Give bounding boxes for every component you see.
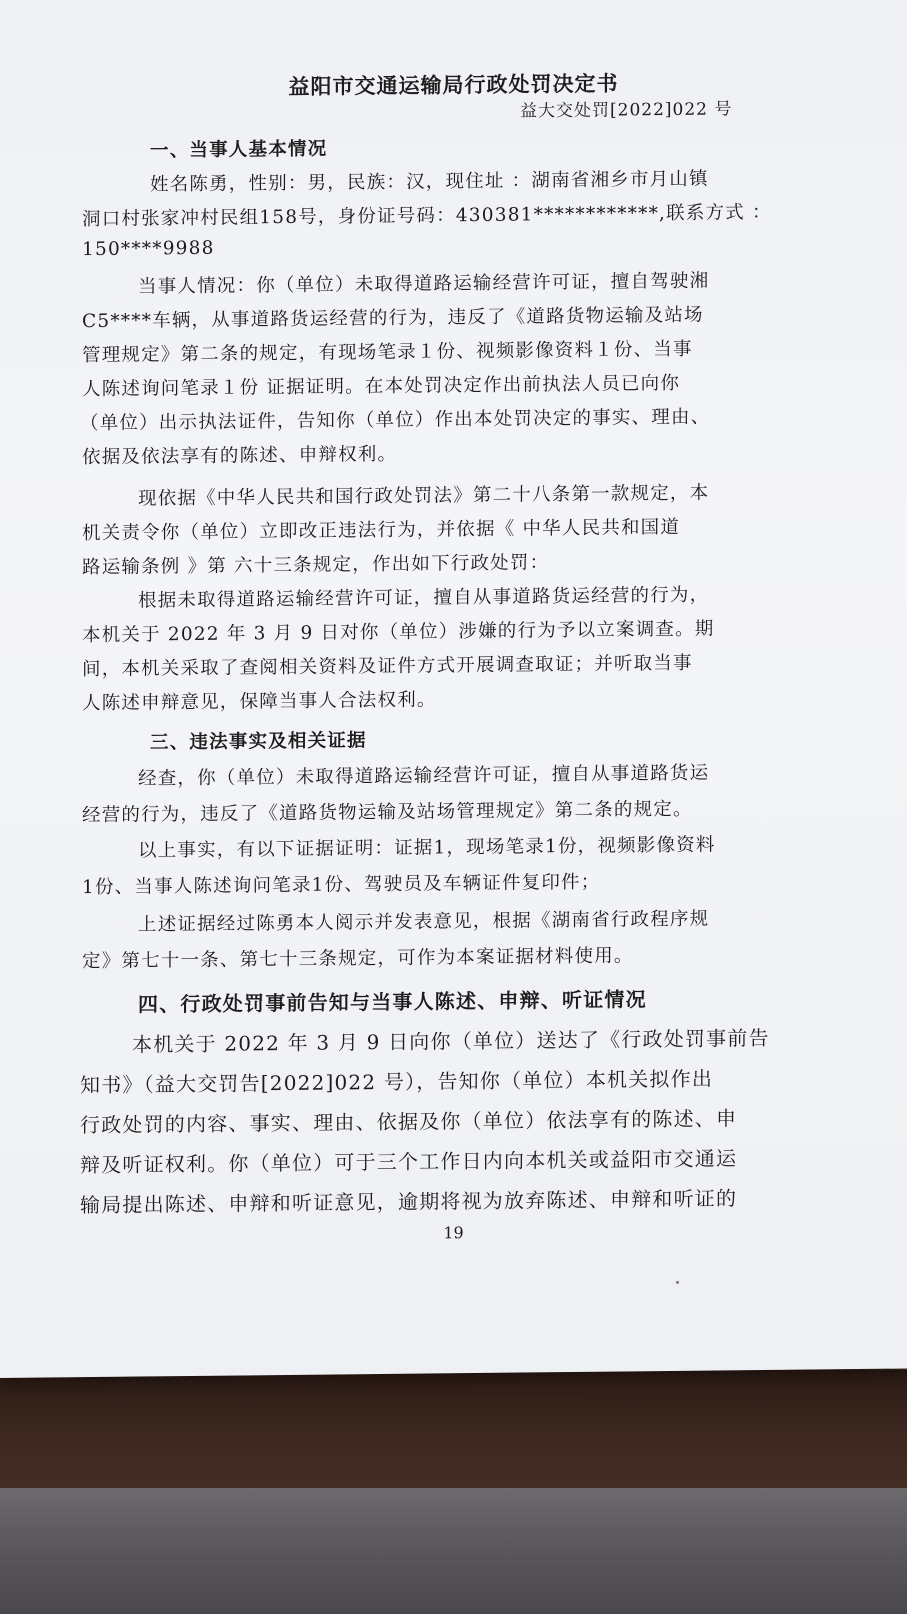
body-line: 现依据《中华人民共和国行政处罚法》第二十八条第一款规定，本: [138, 482, 710, 510]
desk-edge: [0, 1488, 907, 1614]
section-heading-1: 一、当事人基本情况: [150, 138, 328, 162]
body-line: 150****9988: [82, 237, 215, 261]
body-line: 根据未取得道路运输经营许可证，擅自从事道路货运经营的行为，: [138, 584, 710, 612]
body-line: 以上事实，有以下证据证明：证据1，现场笔录1份，视频影像资料: [138, 834, 716, 862]
document-title: 益阳市交通运输局行政处罚决定书: [288, 70, 619, 99]
section-heading-3: 三、违法事实及相关证据: [150, 730, 367, 754]
body-line: 机关责令你（单位）立即改正违法行为，并依据《 中华人民共和国道: [82, 516, 681, 545]
body-line: C5****车辆，从事道路货运经营的行为，违反了《道路货物运输及站场: [82, 304, 704, 333]
body-line: 当事人情况：你（单位）未取得道路运输经营许可证，擅自驾驶湘: [138, 270, 710, 298]
body-line: 人陈述申辩意见，保障当事人合法权利。: [82, 689, 437, 715]
section-heading-4: 四、行政处罚事前告知与当事人陈述、申辩、听证情况: [138, 987, 647, 1017]
body-line: （单位）出示执法证件，告知你（单位）作出本处罚决定的事实、理由、: [80, 406, 711, 435]
body-line: 上述证据经过陈勇本人阅示并发表意见，根据《湖南省行政程序规: [138, 908, 710, 936]
document-number: 益大交处罚[2022]022 号: [520, 99, 733, 122]
body-line: 依据及依法享有的陈述、申辩权利。: [82, 443, 398, 469]
body-line: 管理规定》第二条的规定，有现场笔录１份、视频影像资料１份、当事: [82, 338, 693, 367]
paper-speck: [676, 1281, 679, 1284]
body-line: 1份、当事人陈述询问笔录1份、驾驶员及车辆证件复印件；: [82, 871, 601, 899]
page-number: 19: [443, 1223, 464, 1243]
body-line: 路运输条例 》第 六十三条规定，作出如下行政处罚：: [82, 552, 550, 579]
body-line: 本机关于 2022 年 3 月 9 日对你（单位）涉嫌的行为予以立案调查。期: [82, 618, 715, 647]
body-line: 经营的行为，违反了《道路货物运输及站场管理规定》第二条的规定。: [82, 798, 693, 827]
body-line: 行政处罚的内容、事实、理由、依据及你（单位）依法享有的陈述、申: [80, 1106, 738, 1138]
body-line: 知书》（益大交罚告[2022]022 号），告知你（单位）本机关拟作出: [80, 1066, 714, 1098]
body-line: 本机关于 2022 年 3 月 9 日向你（单位）送达了《行政处罚事前告: [132, 1025, 770, 1057]
body-line: 辩及听证权利。你（单位）可于三个工作日内向本机关或益阳市交通运: [80, 1146, 738, 1178]
body-line: 经查，你（单位）未取得道路运输经营许可证，擅自从事道路货运: [138, 762, 710, 790]
body-line: 定》第七十一条、第七十三条规定，可作为本案证据材料使用。: [82, 945, 634, 973]
body-line: 输局提出陈述、申辩和听证意见，逾期将视为放弃陈述、申辩和听证的: [80, 1186, 738, 1218]
body-line: 间，本机关采取了查阅相关资料及证件方式开展调查取证；并听取当事: [82, 652, 693, 681]
body-line: 洞口村张家冲村民组158号，身份证号码：430381************,联系方式 ：: [82, 201, 772, 231]
body-line: 姓名陈勇，性别：男，民族：汉，现住址 ：湖南省湘乡市月山镇: [150, 168, 709, 196]
body-line: 人陈述询问笔录１份 证据证明。在本处罚决定作出前执法人员已向你: [82, 372, 681, 401]
